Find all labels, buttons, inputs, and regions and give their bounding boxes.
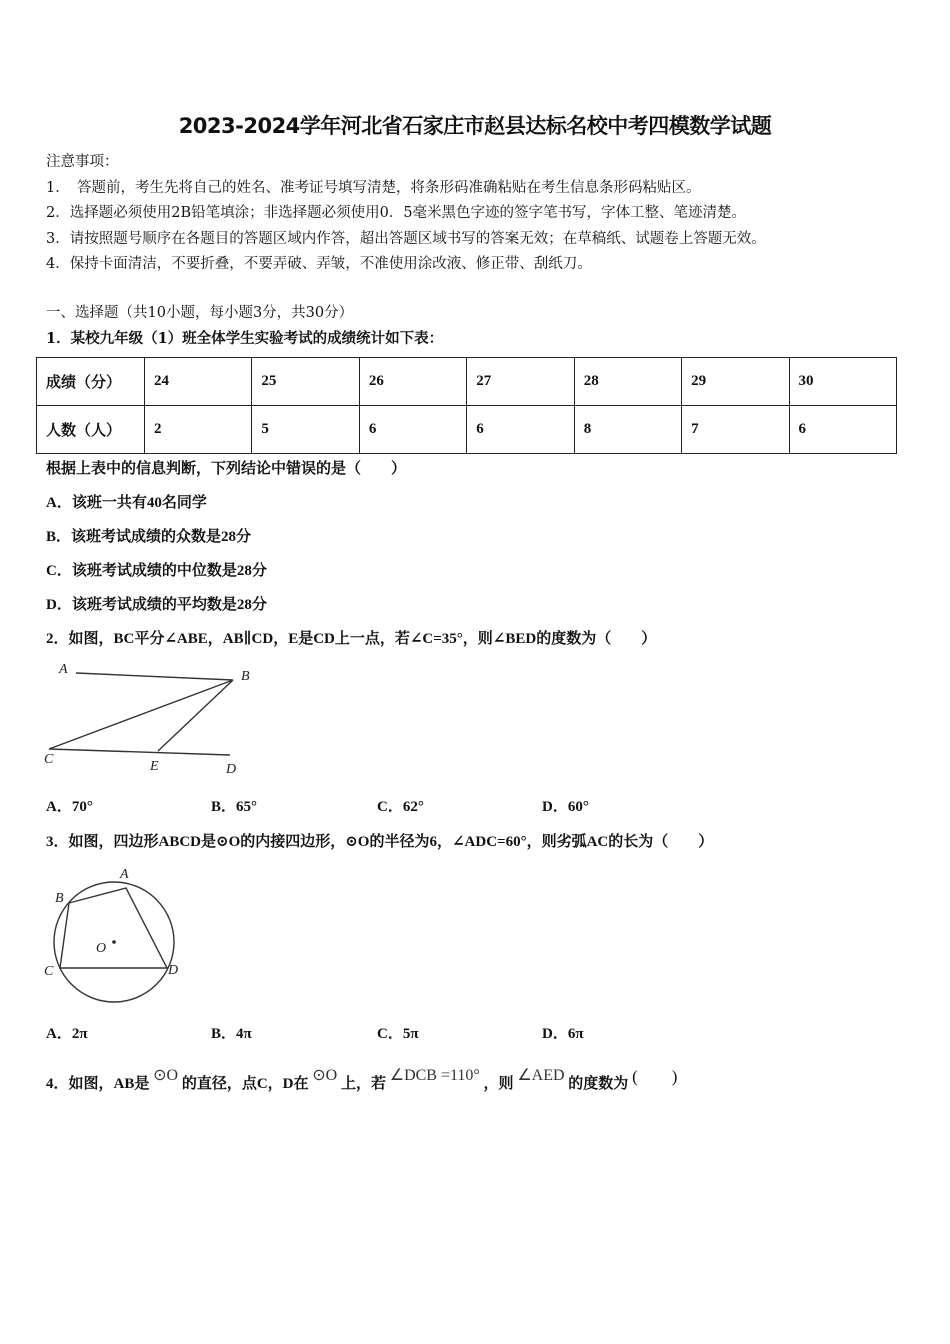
score-table: [36, 357, 897, 454]
q4-text: ，则: [483, 1076, 514, 1092]
option-b[interactable]: B．该班考试成绩的众数是28分: [46, 529, 252, 545]
table-cell: 8: [574, 406, 681, 454]
option-a[interactable]: A．2π: [46, 1026, 88, 1042]
table-cell: 29: [682, 358, 789, 406]
notice-item: 3．请按照题号顺序在各题目的答题区域内作答，超出答题区域书写的答案无效；在草稿纸、试题卷上答题无效。: [46, 230, 766, 247]
option-d[interactable]: D．6π: [542, 1026, 584, 1042]
table-cell: 24: [145, 358, 252, 406]
question-1-prompt: 根据上表中的信息判断，下列结论中错误的是（ ）: [46, 461, 407, 477]
table-cell: 30: [789, 358, 896, 406]
angle-dcb-expression: ∠DCB =110°: [389, 1067, 480, 1084]
table-row: [37, 406, 897, 454]
label-c: C: [44, 964, 54, 979]
answer-parentheses: ( ): [632, 1067, 678, 1086]
option-a[interactable]: A．该班一共有40名同学: [46, 495, 207, 511]
notice-item: 1． 答题前，考生先将自己的姓名、准考证号填写清楚，将条形码准确粘贴在考生信息条形码粘贴区。: [46, 179, 701, 196]
option-c[interactable]: C．5π: [377, 1026, 419, 1042]
option-b[interactable]: B．65°: [211, 799, 258, 815]
table-cell: 6: [467, 406, 574, 454]
label-d: D: [168, 963, 179, 978]
table-cell: 5: [252, 406, 359, 454]
notice-heading: 注意事项：: [46, 154, 119, 170]
table-cell: 27: [467, 358, 574, 406]
table-row: [37, 358, 897, 406]
option-a[interactable]: A．70°: [46, 799, 93, 815]
circle-o-symbol: ⊙O: [153, 1067, 179, 1084]
question-3-figure: [40, 860, 190, 1010]
q4-text: 上，若: [340, 1076, 386, 1092]
option-c[interactable]: C．62°: [377, 799, 424, 815]
table-cell: 26: [359, 358, 466, 406]
table-cell: 25: [252, 358, 359, 406]
notice-block: [46, 150, 766, 278]
q4-text: 4．如图，AB是: [46, 1076, 150, 1092]
label-b: B: [55, 891, 64, 906]
angle-aed-expression: ∠AED: [517, 1067, 565, 1084]
page-title: 2023-2024学年河北省石家庄市赵县达标名校中考四模数学试题: [178, 114, 772, 138]
circle-o-symbol: ⊙O: [312, 1067, 338, 1084]
row-header-count: 人数（人）: [37, 406, 145, 454]
option-d[interactable]: D．60°: [542, 799, 589, 815]
table-cell: 28: [574, 358, 681, 406]
question-1-stem: 1．某校九年级（1）班全体学生实验考试的成绩统计如下表：: [46, 330, 444, 347]
label-e: E: [150, 759, 159, 774]
row-header-score: 成绩（分）: [37, 358, 145, 406]
table-cell: 6: [359, 406, 466, 454]
option-b[interactable]: B．4π: [211, 1026, 252, 1042]
table-cell: 6: [789, 406, 896, 454]
label-d: D: [226, 762, 237, 777]
notice-item: 2．选择题必须使用2B铅笔填涂；非选择题必须使用0．5毫米黑色字迹的签字笔书写，字体工整、笔迹清楚。: [46, 205, 747, 221]
question-4-stem: [46, 1068, 677, 1093]
table-cell: 2: [145, 406, 252, 454]
label-a: A: [59, 662, 68, 677]
notice-item: 4．保持卡面清洁，不要折叠，不要弄破、弄皱，不准使用涂改液、修正带、刮纸刀。: [46, 256, 592, 272]
label-o: O: [96, 941, 107, 956]
q4-text: 的度数为: [568, 1076, 629, 1092]
label-a: A: [120, 867, 129, 882]
question-3-stem: 3．如图，四边形ABCD是⊙O的内接四边形，⊙O的半径为6，∠ADC=60°，则劣弧AC的长为（ ）: [46, 834, 714, 850]
label-b: B: [241, 669, 250, 684]
q4-text: 的直径，点C，D在: [181, 1076, 309, 1092]
option-d[interactable]: D．该班考试成绩的平均数是28分: [46, 597, 267, 613]
question-2-stem: 2．如图，BC平分∠ABE，AB∥CD，E是CD上一点，若∠C=35°，则∠BED的度数为（ ）: [46, 631, 657, 647]
label-c: C: [44, 752, 54, 767]
option-c[interactable]: C．该班考试成绩的中位数是28分: [46, 563, 267, 579]
section-heading: 一、选择题（共10小题，每小题3分，共30分）: [46, 305, 354, 321]
table-cell: 7: [682, 406, 789, 454]
question-2-figure: [40, 656, 260, 781]
